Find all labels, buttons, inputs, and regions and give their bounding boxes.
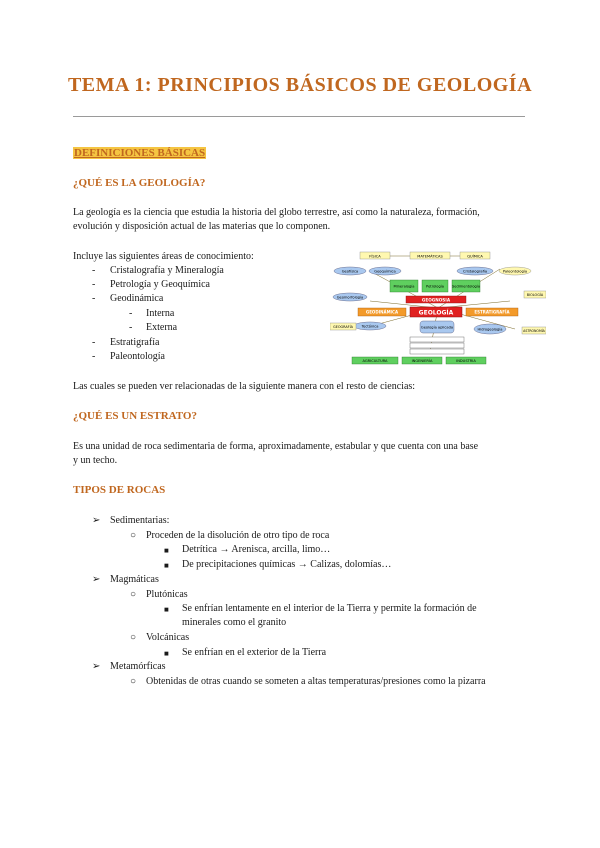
- arrow-bullet-icon: ➢: [92, 515, 101, 526]
- square-bullet-icon: ■: [164, 649, 169, 658]
- diagram-label: Geoquímica: [374, 269, 396, 274]
- rock-subtype: Obtenidas de otras cuando se someten a altas temperaturas/presiones como la pizarra: [146, 676, 486, 687]
- diagram-label: Sedimentología: [451, 284, 481, 289]
- circle-bullet-icon: ○: [130, 530, 137, 541]
- diagram-label: Cristalografía: [462, 269, 488, 274]
- rock-detail: De precipitaciones químicas → Calizas, dolomías…: [182, 559, 392, 570]
- area-item: Geodinámica: [110, 293, 164, 304]
- stratum-definition-line-1: Es una unidad de roca sedimentaria de forma, aproximadamente, estabular y que cuenta con una base: [73, 441, 479, 452]
- list-dash: -: [92, 279, 96, 290]
- diagram-label: ESTRATIGRAFÍA: [474, 309, 510, 315]
- diagram-label: Geomorfología: [336, 295, 364, 300]
- rock-subtype: Volcánicas: [146, 632, 190, 643]
- area-item: Petrología y Geoquímica: [110, 279, 210, 290]
- diagram-box: [410, 349, 464, 354]
- highlighted-heading: DEFINICIONES BÁSICAS: [74, 147, 206, 159]
- square-bullet-icon: ■: [164, 561, 169, 570]
- diagram-label: Geología aplicada: [420, 325, 454, 330]
- rock-type-magmatic: Magmáticas: [110, 574, 159, 585]
- rock-detail: Se enfrían en el exterior de la Tierra: [182, 647, 327, 658]
- rock-detail: Detrítica → Arenisca, arcilla, limo…: [182, 544, 331, 555]
- diagram-label: GEOGNOSIA: [421, 297, 451, 303]
- diagram-label: INGENIERÍA: [411, 359, 433, 364]
- diagram-label: GEODINÁMICA: [365, 309, 399, 315]
- circle-bullet-icon: ○: [130, 676, 137, 687]
- list-dash: -: [92, 293, 96, 304]
- diagram-box: [410, 337, 464, 342]
- diagram-label: Petrología: [426, 284, 444, 289]
- list-dash: -: [129, 322, 133, 333]
- rock-subtype: Proceden de la disolución de otro tipo de roca: [146, 530, 330, 541]
- diagram-label: Mineralogía: [393, 284, 415, 289]
- heading-what-is-stratum: ¿QUÉ ES UN ESTRATO?: [73, 410, 197, 422]
- list-dash: -: [92, 265, 96, 276]
- diagram-label: MATEMÁTICAS: [417, 254, 443, 259]
- arrow-bullet-icon: ➢: [92, 661, 101, 672]
- heading-what-is-geology: ¿QUÉ ES LA GEOLOGÍA?: [73, 177, 206, 189]
- diagram-label: Paleontología: [502, 269, 528, 274]
- area-item: Estratigrafía: [110, 337, 160, 348]
- heading-rock-types: TIPOS DE ROCAS: [73, 484, 166, 496]
- diagram-box: [410, 343, 464, 348]
- sub-area-item: Externa: [146, 322, 178, 333]
- circle-bullet-icon: ○: [130, 632, 137, 643]
- diagram-label: Geofísica: [341, 269, 359, 274]
- geology-relations-diagram: [330, 251, 546, 365]
- diagram-label: QUÍMICA: [467, 254, 483, 259]
- rock-type-sedimentary: Sedimentarias:: [110, 515, 170, 526]
- stratum-definition-line-2: y un techo.: [73, 455, 118, 466]
- diagram-label: Tectónica: [361, 324, 379, 329]
- diagram-label: ASTRONOMÍA: [523, 329, 545, 334]
- diagram-label: GEOLOGÍA: [418, 309, 454, 317]
- diagram-label: INDUSTRIA: [456, 359, 476, 364]
- relation-text: Las cuales se pueden ver relacionadas de la siguiente manera con el resto de ciencias:: [73, 381, 416, 392]
- arrow-bullet-icon: ➢: [92, 574, 101, 585]
- geology-definition-line-2: evolución y disposición actual de las materias que lo componen.: [73, 221, 331, 232]
- square-bullet-icon: ■: [164, 546, 169, 555]
- areas-intro: Incluye las siguientes áreas de conocimiento:: [73, 251, 254, 262]
- area-item: Paleontología: [110, 351, 165, 362]
- section-heading-definitions: [73, 147, 206, 159]
- rock-type-metamorphic: Metamórficas: [110, 661, 166, 672]
- square-bullet-icon: ■: [164, 605, 169, 614]
- diagram-label: BIOLOGÍA: [526, 293, 544, 298]
- list-dash: -: [92, 337, 96, 348]
- sub-area-item: Interna: [146, 308, 175, 319]
- page-title: TEMA 1: PRINCIPIOS BÁSICOS DE GEOLOGÍA: [67, 74, 533, 96]
- diagram-label: FÍSICA: [369, 254, 381, 259]
- circle-bullet-icon: ○: [130, 589, 137, 600]
- title-divider: [73, 116, 525, 117]
- diagram-label: AGRICULTURA: [362, 359, 388, 364]
- list-dash: -: [92, 351, 96, 362]
- rock-detail: Se enfrían lentamente en el interior de la Tierra y permite la formación de: [182, 603, 477, 614]
- rock-detail: minerales como el granito: [182, 617, 287, 628]
- geology-definition-line-1: La geología es la ciencia que estudia la historia del globo terrestre, así como la naturaleza, formación,: [73, 207, 480, 218]
- list-dash: -: [129, 308, 133, 319]
- diagram-label: GEOGRAFÍA: [333, 325, 353, 330]
- area-item: Cristalografía y Mineralogía: [110, 265, 224, 276]
- diagram-label: Hidrogeología: [477, 327, 503, 332]
- rock-subtype: Plutónicas: [146, 589, 188, 600]
